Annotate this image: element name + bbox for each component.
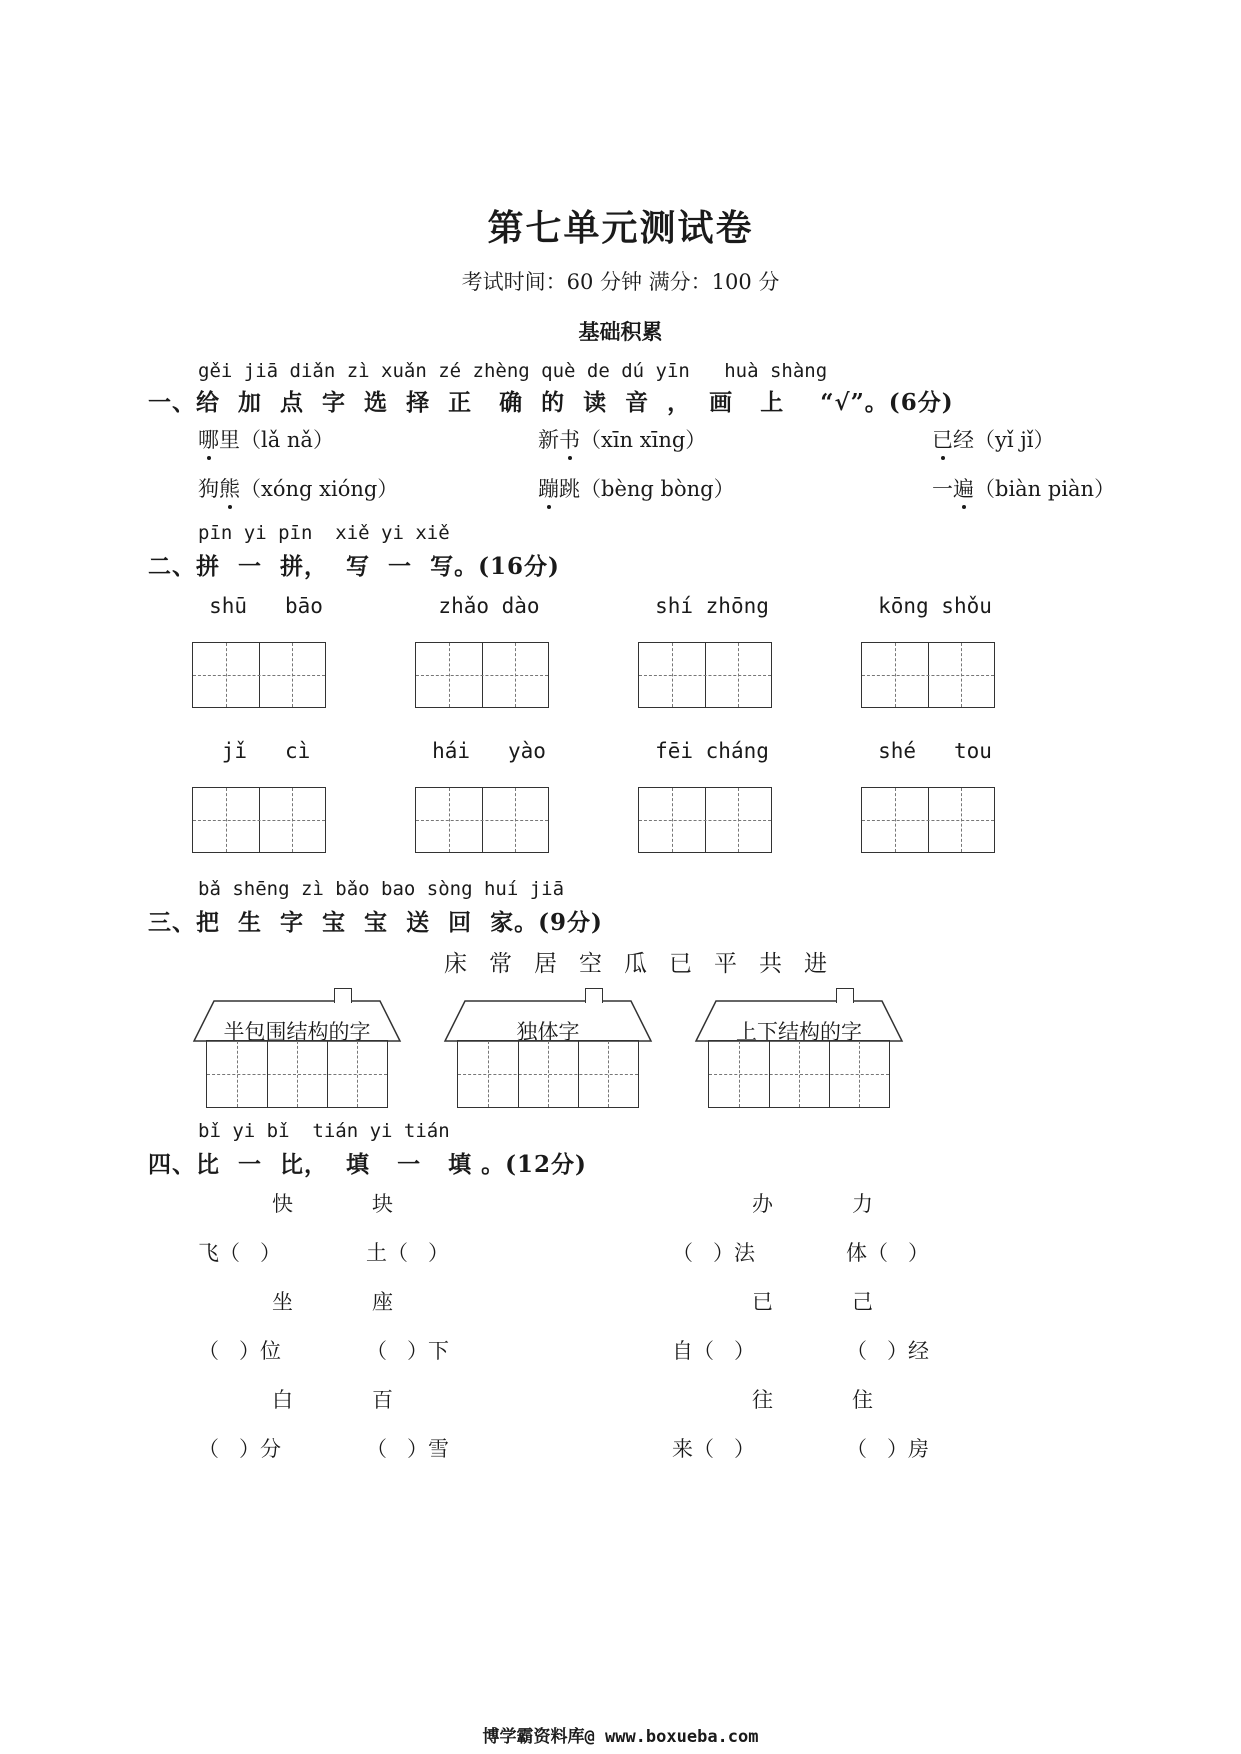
house-grid[interactable] [708,1040,890,1108]
q2-pinyin-word: shū bāo [209,594,323,618]
writing-grid[interactable] [192,787,326,853]
fill-blank[interactable]: （ ）法 [672,1241,756,1265]
writing-grid[interactable] [192,642,326,708]
dotted-char: 熊 [219,477,240,501]
compare-char: 快 [272,1192,293,1216]
chimney [585,988,603,1003]
section-title: 基础积累 [578,319,663,344]
q2-pinyin-word: fēi cháng [655,739,769,763]
page-title: 第七单元测试卷 [487,207,754,249]
compare-char: 已 [752,1290,773,1314]
compare-char: 住 [852,1388,873,1412]
dotted-char: 遍 [953,477,974,501]
writing-grid[interactable] [638,642,772,708]
fill-blank[interactable]: 自（ ） [672,1339,756,1363]
fill-blank[interactable]: 土（ ） [366,1241,450,1265]
fill-blank[interactable]: （ ）位 [198,1339,282,1363]
q4-pinyin: bǐ yi bǐ tián yi tián [198,1120,450,1142]
q2-pinyin-word: jǐ cì [221,739,311,763]
writing-grid[interactable] [638,787,772,853]
q2-pinyin-word: hái yào [432,739,546,763]
q2-pinyin: pīn yi pīn xiě yi xiě [198,522,450,544]
compare-char: 百 [372,1388,393,1412]
q2-heading: 二、拼 一 拼， 写 一 写。(16分) [148,553,560,580]
house-label: 上下结构的字 [736,1020,862,1044]
writing-grid[interactable] [861,642,995,708]
house-grid[interactable] [206,1040,388,1108]
fill-blank[interactable]: 来（ ） [672,1437,756,1461]
q3-heading: 三、把 生 字 宝 宝 送 回 家。(9分) [148,909,603,936]
q2-pinyin-word: kōng shǒu [878,594,992,618]
fill-blank[interactable]: （ ）房 [846,1437,930,1461]
fill-blank[interactable]: 体（ ） [846,1241,930,1265]
writing-grid[interactable] [415,787,549,853]
q1-option-2[interactable]: 新书（xīn xīng） [538,428,707,452]
q1-option-1[interactable]: 哪里（lǎ nǎ） [198,428,334,452]
fill-blank[interactable]: 飞（ ） [198,1241,282,1265]
compare-char: 块 [372,1192,393,1216]
dotted-char: 哪 [198,428,219,452]
footer-watermark: 博学霸资料库@ www.boxueba.com [482,1727,759,1747]
chimney [334,988,352,1003]
dotted-char: 蹦 [538,477,559,501]
dotted-char: 已 [932,428,953,452]
fill-blank[interactable]: （ ）雪 [366,1437,450,1461]
dotted-char: 书 [559,428,580,452]
q4-heading: 四、比 一 比， 填 一 填 。(12分) [148,1151,587,1178]
compare-char: 座 [372,1290,393,1314]
q3-pinyin: bǎ shēng zì bǎo bao sòng huí jiā [198,878,565,900]
character-list: 床常居空瓜已平共进 [444,951,849,977]
writing-grid[interactable] [415,642,549,708]
q1-option-5[interactable]: 蹦跳（bèng bòng） [538,477,735,501]
chimney [836,988,854,1003]
compare-char: 白 [272,1388,293,1412]
q2-pinyin-word: shí zhōng [655,594,769,618]
house-single-structure[interactable] [443,1000,653,1110]
fill-blank[interactable]: （ ）经 [846,1339,930,1363]
q1-option-4[interactable]: 狗熊（xóng xióng） [198,477,399,501]
compare-char: 己 [852,1290,873,1314]
house-label: 半包围结构的字 [223,1020,371,1044]
q1-option-3[interactable]: 已经（yǐ jǐ） [932,428,1055,452]
house-grid[interactable] [457,1040,639,1108]
q1-pinyin: gěi jiā diǎn zì xuǎn zé zhèng què de dú yīn huà shàng [198,360,828,382]
q2-pinyin-word: shé tou [878,739,992,763]
q1-option-6[interactable]: 一遍（biàn piàn） [932,477,1116,501]
fill-blank[interactable]: （ ）下 [366,1339,450,1363]
writing-grid[interactable] [861,787,995,853]
house-top-bottom-structure[interactable] [694,1000,904,1110]
exam-info: 考试时间：60 分钟 满分：100 分 [461,270,780,294]
q1-heading: 一、给 加 点 字 选 择 正 确 的 读 音 ， 画 上 “√”。(6分) [148,389,954,416]
compare-char: 坐 [272,1290,293,1314]
compare-char: 办 [752,1192,773,1216]
fill-blank[interactable]: （ ）分 [198,1437,282,1461]
compare-char: 往 [752,1388,773,1412]
q2-pinyin-word: zhǎo dào [438,594,540,618]
compare-char: 力 [852,1192,873,1216]
house-half-enclosed[interactable] [192,1000,402,1110]
house-label: 独体字 [516,1020,580,1044]
